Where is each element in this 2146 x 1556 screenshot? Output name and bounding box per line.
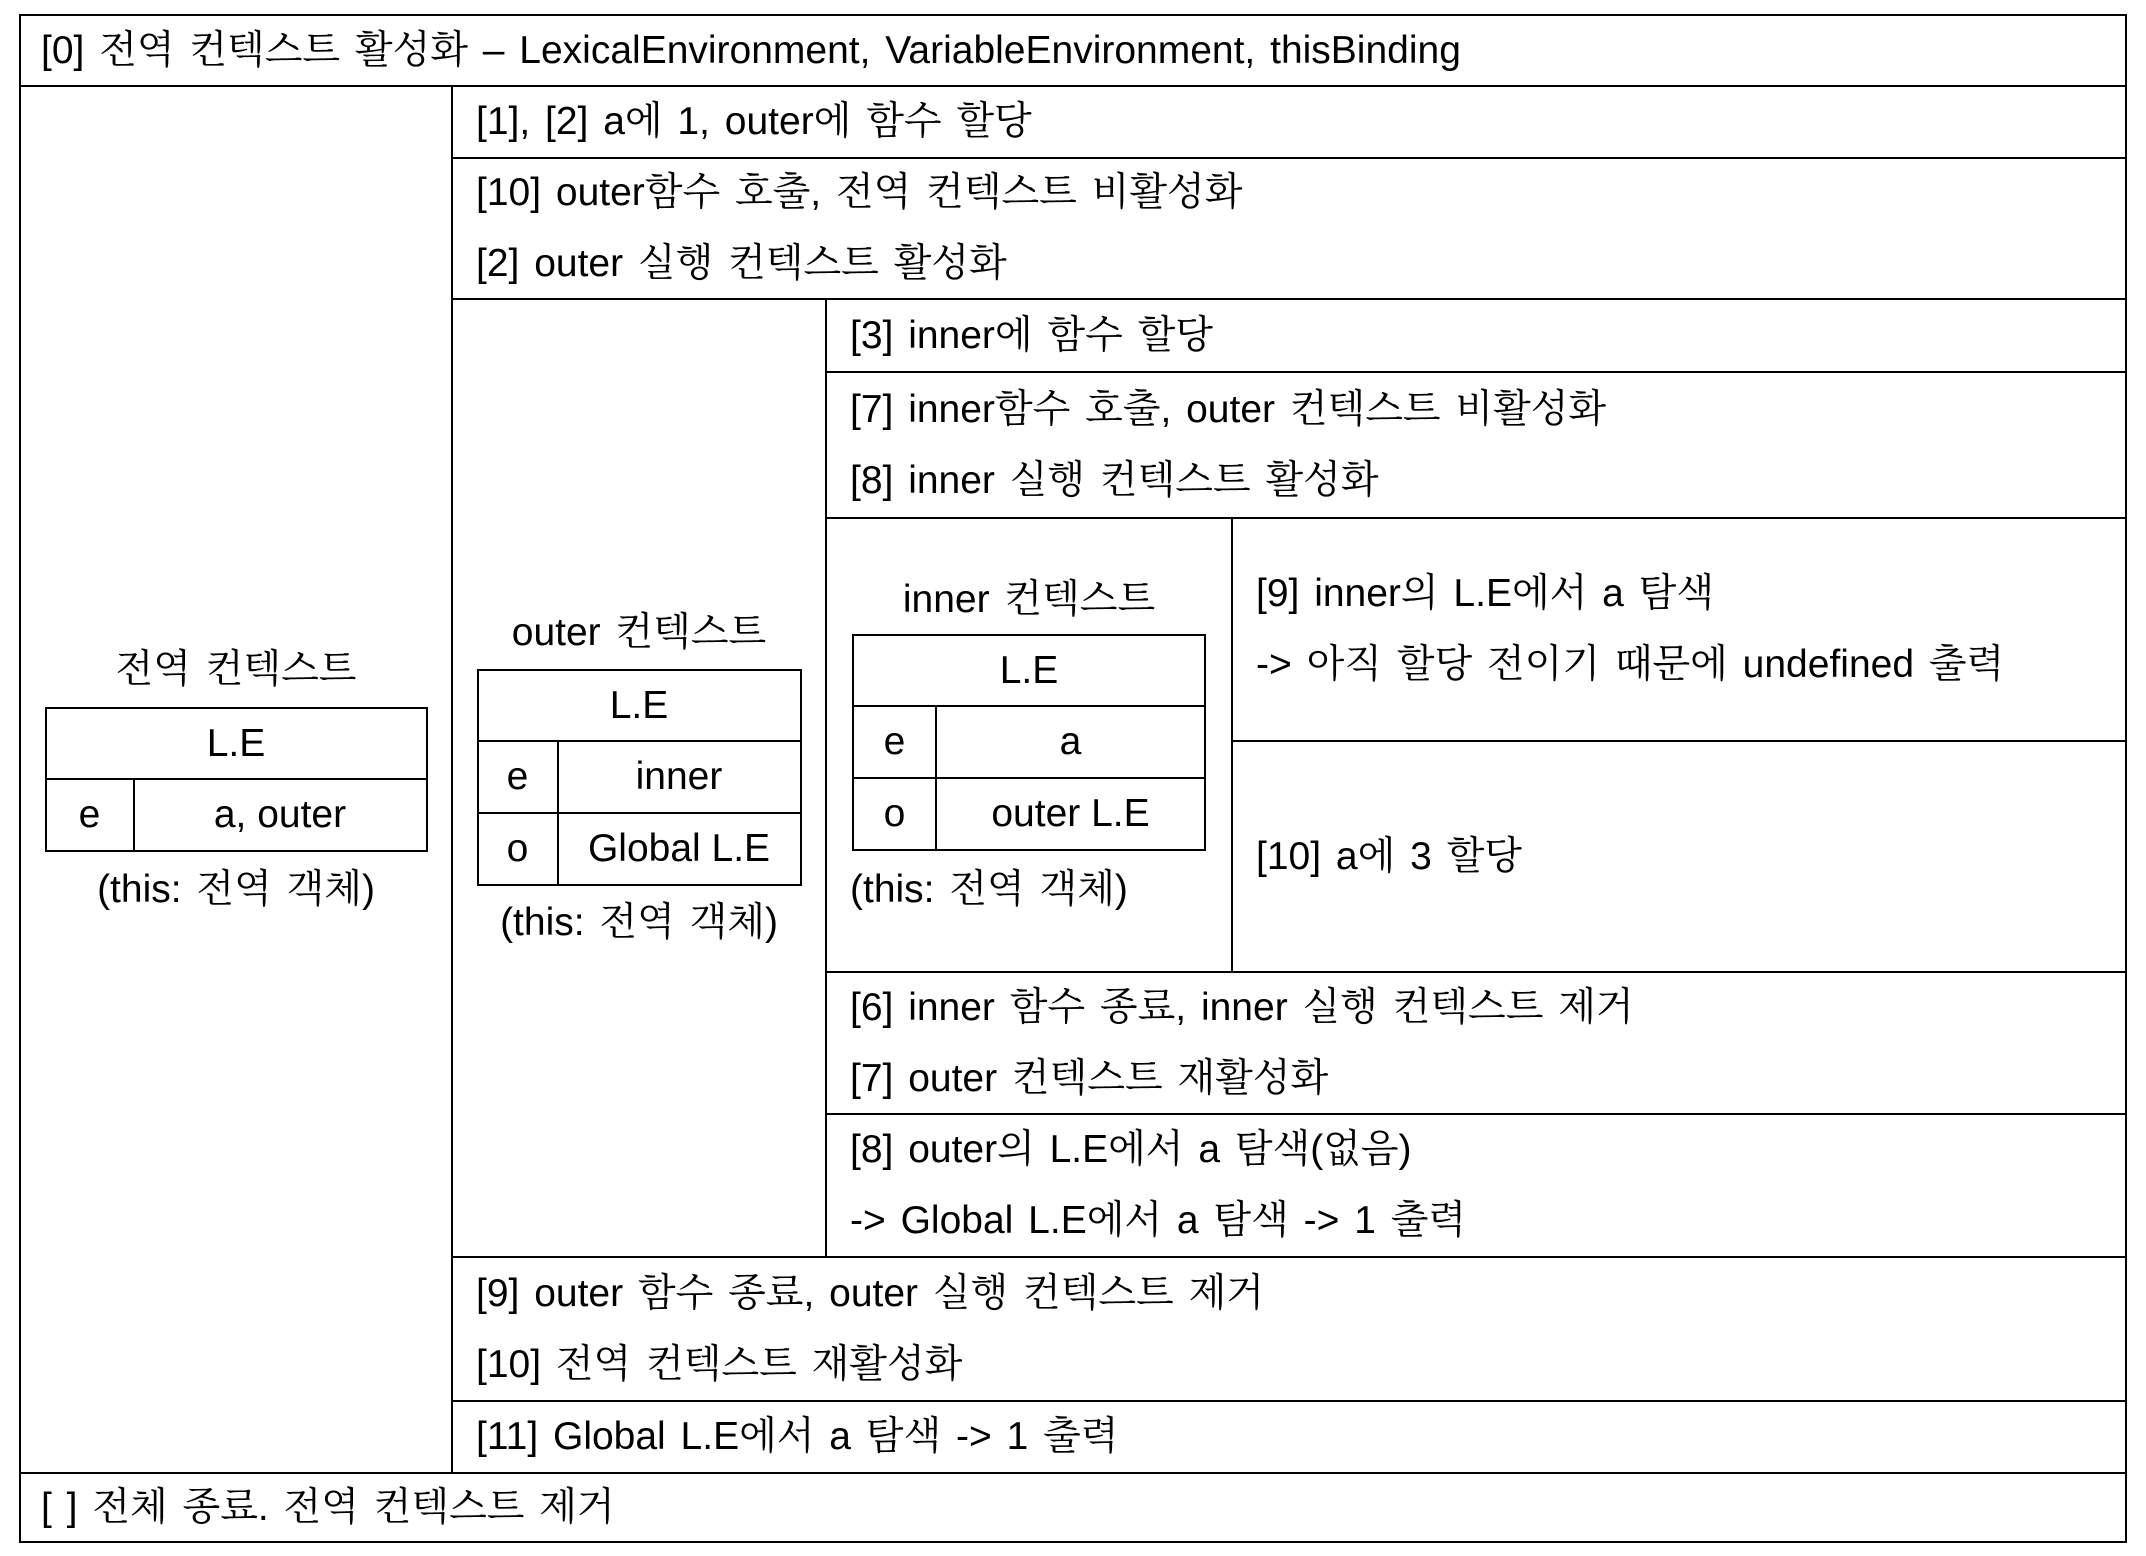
step-text: [ ] 전체 종료. 전역 컨텍스트 제거 (41, 1485, 615, 1529)
step-program-end (19, 1472, 2127, 1543)
lexical-environment-header: L.E (47, 709, 426, 780)
step-text: [7] outer 컨텍스트 재활성화 (850, 1056, 1329, 1100)
global-context-column (19, 85, 453, 1474)
this-binding-note: (this: 전역 객체) (97, 867, 375, 911)
inner-context-column (825, 517, 1233, 973)
step-text: [9] inner의 L.E에서 a 탐색 (1256, 572, 1715, 615)
outer-reference-row (479, 814, 800, 884)
step-assign-globals (451, 85, 2127, 159)
lexical-environment-header: L.E (854, 636, 1204, 707)
record-value: a (1059, 720, 1082, 763)
global-context-title: 전역 컨텍스트 (115, 647, 357, 691)
record-key: e (47, 780, 135, 850)
step-inner-lookup (1231, 517, 2127, 742)
step-global-context-activation (19, 14, 2127, 87)
record-key: o (854, 779, 937, 849)
step-text: [8] outer의 L.E에서 a 탐색(없음) (850, 1128, 1412, 1171)
record-key: e (854, 707, 937, 777)
step-outer-return (451, 1256, 2127, 1402)
environment-record-row (854, 707, 1204, 779)
this-binding-note: (this: 전역 객체) (850, 868, 1128, 911)
step-text: [3] inner에 함수 할당 (850, 313, 1213, 357)
record-key: o (479, 814, 559, 884)
step-text: [8] inner 실행 컨텍스트 활성화 (850, 458, 1379, 502)
step-text: [9] outer 함수 종료, outer 실행 컨텍스트 제거 (476, 1271, 1264, 1315)
step-text: [10] outer함수 호출, 전역 컨텍스트 비활성화 (476, 171, 1243, 214)
step-call-outer (451, 157, 2127, 300)
step-text: [7] inner함수 호출, outer 컨텍스트 비활성화 (850, 387, 1607, 431)
record-value: a, outer (213, 792, 347, 836)
environment-record-row (479, 742, 800, 814)
step-text: -> Global L.E에서 a 탐색 -> 1 출력 (850, 1199, 1467, 1242)
step-global-lookup (451, 1400, 2127, 1474)
step-inner-assign (1231, 740, 2127, 973)
step-text: [10] a에 3 할당 (1256, 834, 1522, 878)
step-inner-return (825, 971, 2127, 1115)
record-key: e (479, 742, 559, 812)
this-binding-note: (this: 전역 객체) (500, 901, 778, 944)
step-assign-inner (825, 298, 2127, 373)
record-value: inner (635, 755, 723, 798)
step-text: [2] outer 실행 컨텍스트 활성화 (476, 242, 1007, 285)
step-text: [0] 전역 컨텍스트 활성화 – LexicalEnvironment, VariableEnvironment, thisBinding (41, 28, 1461, 72)
step-outer-lookup (825, 1113, 2127, 1258)
lexical-environment-header: L.E (479, 671, 800, 742)
step-text: [6] inner 함수 종료, inner 실행 컨텍스트 제거 (850, 985, 1634, 1029)
inner-lexical-environment-table (852, 634, 1206, 851)
step-text: [11] Global L.E에서 a 탐색 -> 1 출력 (476, 1415, 1119, 1458)
step-call-inner (825, 371, 2127, 519)
outer-lexical-environment-table (477, 669, 802, 886)
outer-context-title: outer 컨텍스트 (511, 611, 767, 654)
outer-context-column (451, 298, 827, 1258)
record-value: Global L.E (587, 827, 771, 870)
step-text: [10] 전역 컨텍스트 재활성화 (476, 1342, 963, 1386)
outer-reference-row (854, 779, 1204, 849)
record-value: outer L.E (991, 792, 1150, 835)
inner-context-title: inner 컨텍스트 (902, 578, 1156, 621)
step-text: -> 아직 할당 전이기 때문에 undefined 출력 (1256, 643, 2005, 686)
environment-record-row (47, 780, 426, 850)
global-lexical-environment-table (45, 707, 428, 852)
step-text: [1], [2] a에 1, outer에 함수 할당 (476, 100, 1032, 143)
